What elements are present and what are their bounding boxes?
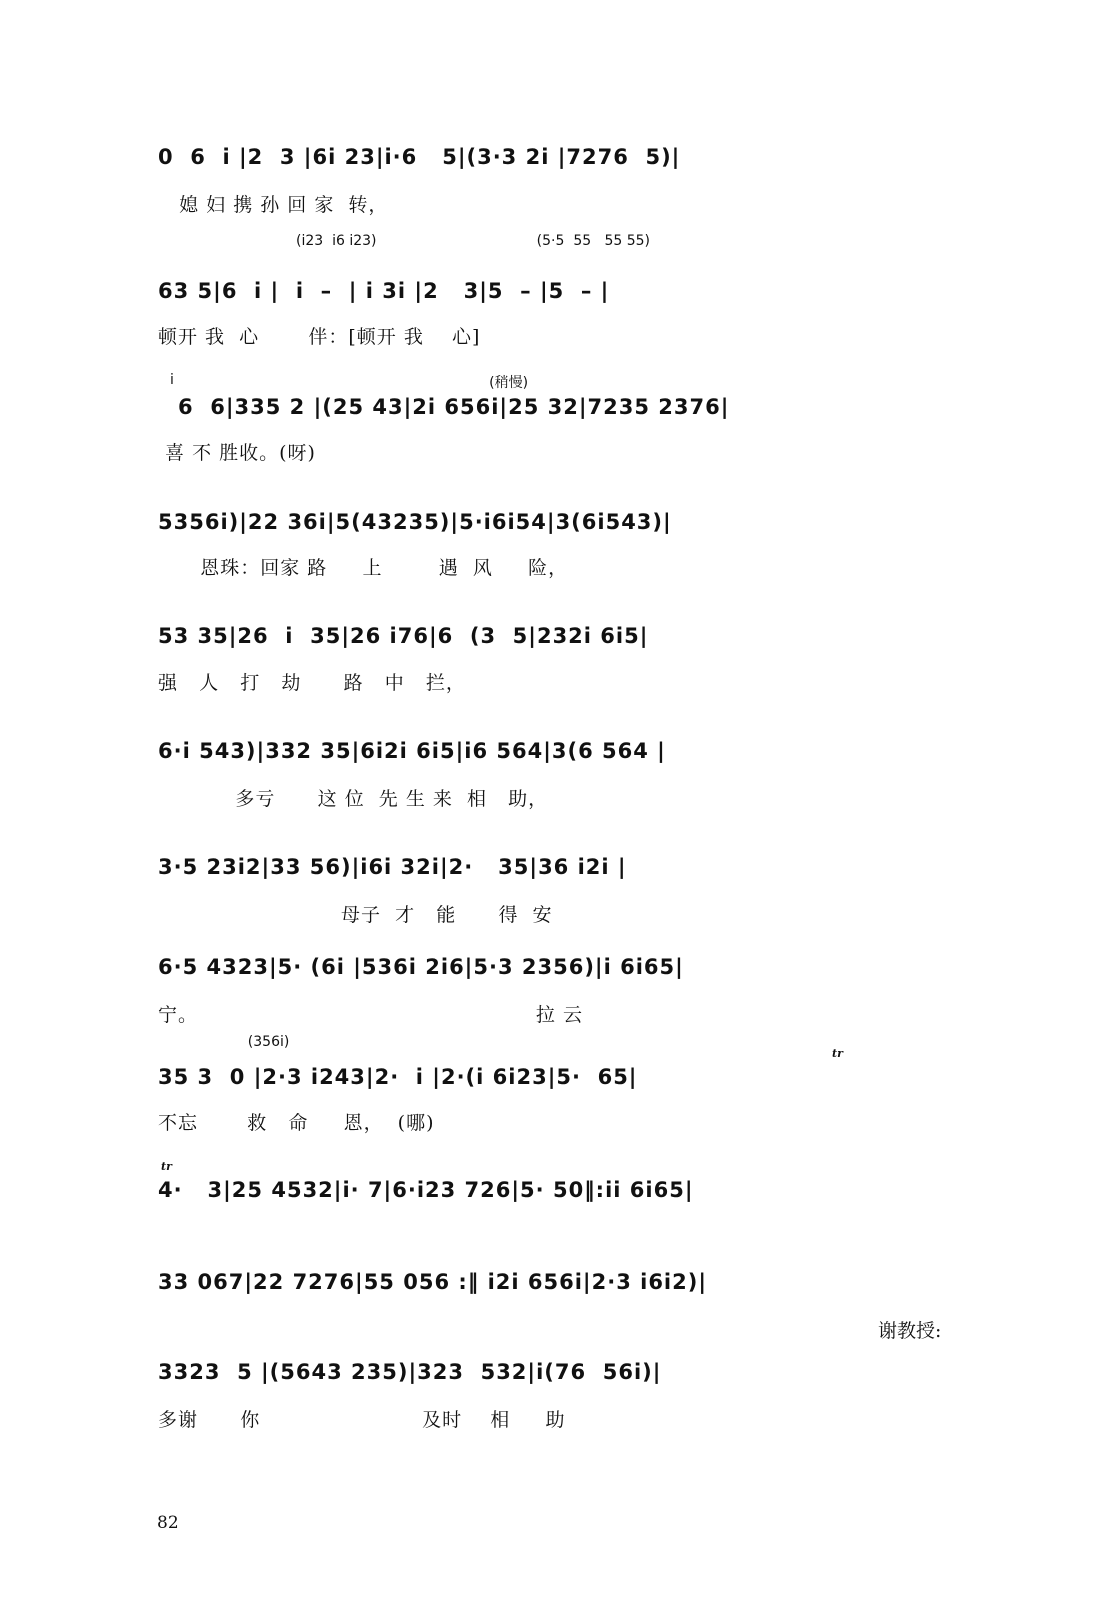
- notation-line-4: 5356i)|22 36i|5(43235)|5·i6i54|3(6i543)|: [158, 510, 672, 534]
- lyrics-line-6: 多亏 这 位 先 生 来 相 助，: [158, 788, 549, 810]
- lyrics-line-4: 恩珠：回家 路 上 遇 风 险，: [158, 557, 569, 579]
- lyrics-line-7: 母子 才 能 得 安: [158, 904, 553, 926]
- lyrics-line-12: 多谢 你 及时 相 助: [158, 1409, 566, 1431]
- notation-line-6: 6·i 543)|332 35|6i2i 6i5|i6 564|3(6 564 |: [158, 739, 666, 763]
- notation-line-2: 63 5|6 i | i – | i 3i |2 3|5 – |5 – |: [158, 279, 610, 303]
- notation-line-12: 3323 5 |(5643 235)|323 532|i(76 56i)|: [158, 1360, 662, 1384]
- notation-line-11: 33 067|22 7276|55 056 :‖ i2i 656i|2·3 i6i2)|: [158, 1270, 708, 1294]
- notation-line-8: 6·5 4323|5· (6i |536i 2i6|5·3 2356)|i 6i65|: [158, 955, 684, 979]
- notation-line-3: 6 6|335 2 |(25 43|2i 656i|25 32|7235 2376|: [178, 395, 730, 419]
- notation-line-5: 53 35|26 i 35|26 i76|6 (3 5|232i 6i5|: [158, 624, 649, 648]
- notation-line-7: 3·5 23i2|33 56)|i6i 32i|2· 35|36 i2i |: [158, 855, 627, 879]
- lyrics-line-2: 顿开 我 心 伴：[顿开 我 心]: [158, 326, 481, 348]
- lyrics-line-8: 宁。 拉 云: [158, 1004, 583, 1026]
- bracket-notes-line-9: (356i): [230, 1034, 290, 1050]
- bracket-notes-line-2: (i23 i6 i23) (5·5 55 55 55): [296, 233, 651, 249]
- notation-line-10: 4· 3|25 4532|i· 7|6·i23 726|5· 50‖:ii 6i65|: [158, 1178, 694, 1202]
- notation-line-1: 0 6 i |2 3 |6i 23|i·6 5|(3·3 2i |7276 5)|: [158, 145, 681, 169]
- tempo-marking: (稍慢): [320, 375, 529, 391]
- lyrics-line-5: 强 人 打 劫 路 中 拦，: [158, 672, 466, 694]
- speaker-label: 谢教授:: [878, 1320, 942, 1342]
- lyrics-line-3: 喜 不 胜收。(呀): [158, 442, 316, 464]
- trill-mark: tr: [161, 1160, 172, 1173]
- page-number: 82: [157, 1513, 179, 1533]
- trill-mark: tr: [832, 1047, 843, 1060]
- lyrics-line-9: 不忘 救 命 恩， (哪): [158, 1112, 435, 1134]
- notation-line-9: 35 3 0 |2·3 i243|2· i |2·(i 6i23|5· 65|: [158, 1065, 638, 1089]
- lyrics-line-1: 媳 妇 携 孙 回 家 转，: [158, 194, 389, 216]
- grace-note: i: [170, 372, 174, 388]
